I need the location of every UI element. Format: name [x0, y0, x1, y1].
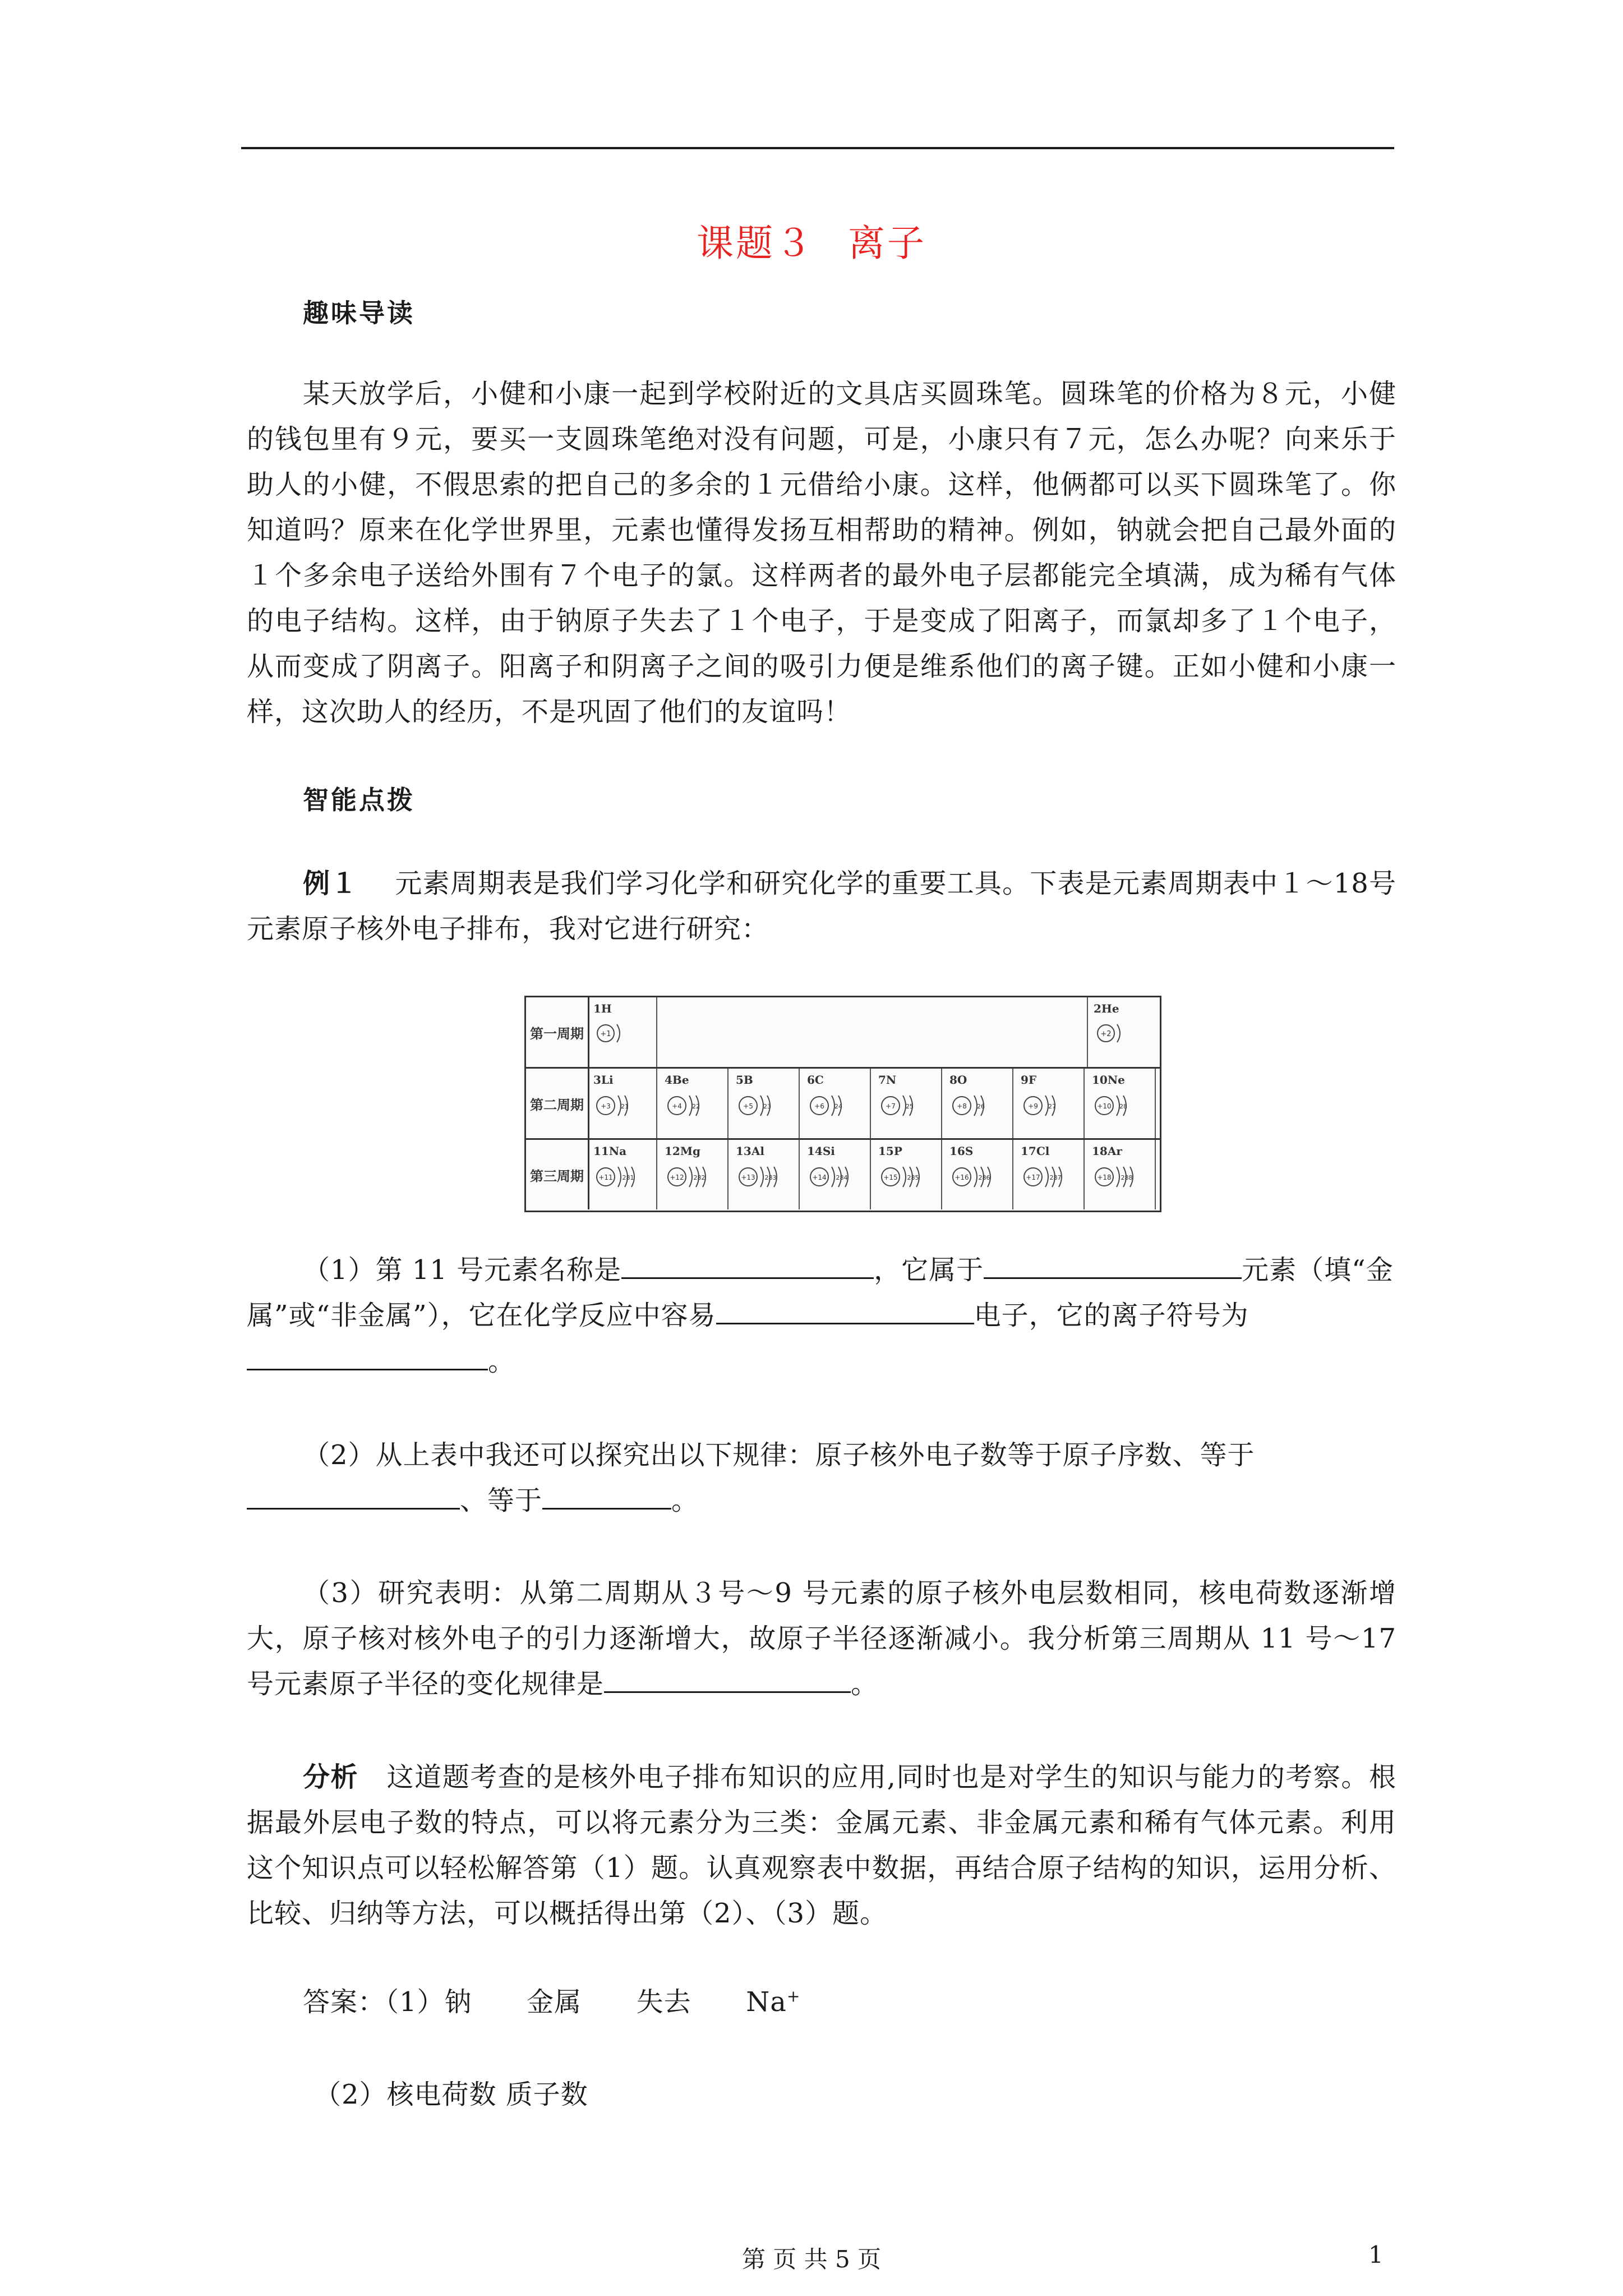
element-symbol: 2He: [1094, 1002, 1119, 1015]
question-1-text: （1）第 11 号元素名称是: [303, 1254, 622, 1286]
element-cell: [730, 1069, 800, 1138]
element-cell: [588, 1140, 657, 1209]
answer-superscript: +: [786, 1987, 801, 2005]
element-cell: [659, 1140, 728, 1209]
answer-text: 答案：（1）钠: [303, 1986, 472, 2018]
svg-text:+4: +4: [672, 1102, 682, 1110]
page-title: [0, 213, 1623, 266]
element-symbol: 18Ar: [1092, 1144, 1122, 1158]
svg-text:288: 288: [1121, 1174, 1133, 1181]
answer-blank[interactable]: [604, 1667, 851, 1693]
svg-text:286: 286: [978, 1174, 990, 1181]
element-cell: [1015, 1069, 1085, 1138]
svg-text:+3: +3: [601, 1102, 611, 1110]
answer-blank[interactable]: [984, 1253, 1242, 1279]
page-number: 1: [1368, 2241, 1384, 2269]
answer-text: Na: [746, 1986, 787, 2018]
svg-text:21: 21: [621, 1103, 629, 1110]
atom-diagram-icon: [593, 1016, 627, 1050]
svg-text:+9: +9: [1028, 1102, 1038, 1110]
svg-text:282: 282: [693, 1174, 706, 1181]
question-3-text: 。: [851, 1668, 879, 1700]
question-3-text: （3）研究表明：从第二周期从３号～9 号元素的原子核外电层数相同，核电荷数逐渐增大，原子核对核外电子的引力逐渐增大，故原子半径逐渐减小。我分析第三周期从 11 号～17 号元素原子半径的变化规律是: [247, 1577, 1396, 1700]
answer-blank[interactable]: [247, 1483, 460, 1510]
svg-text:+10: +10: [1097, 1102, 1112, 1110]
answer-line-2: （2）核电荷数 质子数: [314, 2079, 588, 2110]
row-label: 第三周期: [526, 1140, 589, 1209]
answer-text: 失去: [636, 1986, 691, 2018]
svg-text:26: 26: [977, 1103, 985, 1110]
atom-diagram-icon: [807, 1159, 866, 1198]
question-1-text: 电子，它的离子符号为: [974, 1300, 1249, 1331]
svg-text:+7: +7: [886, 1102, 896, 1110]
svg-text:+15: +15: [883, 1174, 898, 1181]
period-1-row: [526, 997, 1160, 1067]
element-cell: [1086, 1140, 1156, 1209]
period-2-row: [526, 1069, 1160, 1138]
question-3-paragraph: [247, 1571, 1396, 1707]
question-1-line-1: [303, 1248, 1394, 1287]
element-symbol: 4Be: [665, 1073, 689, 1087]
period-3-row: [526, 1140, 1160, 1209]
question-2-line-1: （2）从上表中我还可以探究出以下规律：原子核外电子数等于原子序数、等于: [303, 1439, 1255, 1471]
svg-text:25: 25: [906, 1103, 914, 1110]
header-rule: [241, 147, 1394, 149]
element-cell: [873, 1140, 942, 1209]
svg-text:23: 23: [763, 1103, 771, 1110]
svg-text:287: 287: [1049, 1174, 1062, 1181]
svg-text:285: 285: [907, 1174, 919, 1181]
row-label: 第二周期: [526, 1069, 589, 1138]
atom-diagram-icon: [1021, 1088, 1080, 1127]
element-cell: [1015, 1140, 1085, 1209]
question-1-line-2: [247, 1294, 1249, 1332]
atom-diagram-icon: [1092, 1088, 1151, 1127]
svg-text:+11: +11: [598, 1174, 613, 1181]
question-1-text: 元素（填“金: [1242, 1254, 1394, 1286]
analysis-text: 这道题考查的是核外电子排布知识的应用,同时也是对学生的知识与能力的考察。根据最外层电子数的特点，可以将元素分为三类：金属元素、非金属元素和稀有气体元素。利用这个知识点可以轻松解答第（1）题。认真观察表中数据，再结合原子结构的知识，运用分析、比较、归纳等方法，可以概括得出第（2）、（3）题。: [247, 1761, 1396, 1929]
analysis-label: 分析: [303, 1761, 359, 1793]
row-label: 第一周期: [526, 997, 589, 1067]
element-symbol: 16S: [949, 1144, 974, 1158]
svg-text:281: 281: [622, 1174, 634, 1181]
title-subject: 离子: [848, 222, 926, 265]
element-cell: [801, 1140, 871, 1209]
atom-diagram-icon: [949, 1159, 1008, 1198]
svg-text:+1: +1: [600, 1030, 611, 1038]
svg-text:+8: +8: [957, 1102, 967, 1110]
atom-diagram-icon: [1094, 1016, 1127, 1050]
question-2-text: 。: [671, 1485, 699, 1516]
question-1-text: ，它属于: [874, 1254, 984, 1286]
atom-diagram-icon: [878, 1159, 937, 1198]
element-symbol: 17Cl: [1021, 1144, 1050, 1158]
svg-text:27: 27: [1048, 1103, 1056, 1110]
svg-text:+17: +17: [1026, 1174, 1040, 1181]
element-symbol: 9F: [1021, 1073, 1037, 1087]
answer-blank[interactable]: [247, 1344, 488, 1370]
svg-text:+16: +16: [955, 1174, 969, 1181]
svg-text:+18: +18: [1097, 1174, 1112, 1181]
svg-text:+12: +12: [670, 1174, 684, 1181]
element-symbol: 3Li: [593, 1073, 614, 1087]
element-symbol: 11Na: [593, 1144, 627, 1158]
element-symbol: 6C: [807, 1073, 824, 1087]
element-symbol: 14Si: [807, 1144, 835, 1158]
atom-diagram-icon: [878, 1088, 937, 1127]
example-label: 例１: [303, 868, 358, 899]
element-cell: [1087, 997, 1156, 1067]
atom-diagram-icon: [736, 1088, 795, 1127]
svg-text:28: 28: [1119, 1103, 1127, 1110]
element-cell: [873, 1069, 942, 1138]
atom-diagram-icon: [1092, 1159, 1151, 1198]
element-cell: [944, 1140, 1013, 1209]
atom-diagram-icon: [736, 1159, 795, 1198]
svg-text:22: 22: [692, 1103, 700, 1110]
element-symbol: 12Mg: [665, 1144, 700, 1158]
element-symbol: 5B: [736, 1073, 753, 1087]
question-2-text: 、等于: [460, 1485, 543, 1516]
element-cell: [588, 1069, 657, 1138]
question-1-line-3: [247, 1340, 515, 1378]
page-footer: 第 页 共 5 页: [741, 2246, 882, 2273]
answer-text: 金属: [527, 1986, 582, 2018]
intro-paragraph: 某天放学后，小健和小康一起到学校附近的文具店买圆珠笔。圆珠笔的价格为８元，小健的钱包里有９元，要买一支圆珠笔绝对没有问题，可是，小康只有７元，怎么办呢？向来乐于助人的小健，不假思索的把自己的多余的１元借给小康。这样，他俩都可以买下圆珠笔了。你知道吗？原来在化学世界里，元素也懂得发扬互相帮助的精神。例如，钠就会把自己最外面的１个多余电子送给外围有７个电子的氯。这样两者的最外电子层都能完全填满，成为稀有气体的电子结构。这样，由于钠原子失去了１个电子，于是变成了阳离子，而氯却多了１个电子，从而变成了阴离子。阳离子和阴离子之间的吸引力便是维系他们的离子键。正如小健和小康一样，这次助人的经历，不是巩固了他们的友谊吗！: [247, 378, 1396, 728]
question-1-text: 属”或“非金属”），它在化学反应中容易: [247, 1300, 716, 1331]
svg-text:+2: +2: [1100, 1030, 1112, 1038]
element-cell: [588, 997, 657, 1067]
atom-diagram-icon: [807, 1088, 866, 1127]
title-topic: 课题３: [697, 222, 814, 265]
element-cell: [1086, 1069, 1156, 1138]
atom-diagram-icon: [665, 1159, 723, 1198]
element-cell: [659, 1069, 728, 1138]
element-cell: [730, 1140, 800, 1209]
element-cell: [944, 1069, 1013, 1138]
svg-text:24: 24: [834, 1103, 842, 1110]
atom-diagram-icon: [593, 1088, 652, 1127]
question-1-text: 。: [488, 1346, 516, 1377]
element-symbol: 8O: [949, 1073, 967, 1087]
question-2-line-2: [247, 1479, 699, 1517]
answer-blank[interactable]: [716, 1298, 974, 1324]
element-symbol: 13Al: [736, 1144, 764, 1158]
example-paragraph: [247, 861, 1396, 952]
element-symbol: 7N: [878, 1073, 897, 1087]
atom-diagram-icon: [665, 1088, 723, 1127]
element-symbol: 1H: [593, 1002, 612, 1015]
svg-text:+6: +6: [814, 1102, 824, 1110]
element-cell: [801, 1069, 871, 1138]
svg-text:283: 283: [764, 1174, 777, 1181]
svg-text:+14: +14: [812, 1174, 827, 1181]
element-symbol: 15P: [878, 1144, 902, 1158]
answer-blank[interactable]: [621, 1253, 874, 1279]
periodic-table-figure: [524, 996, 1161, 1212]
atom-diagram-icon: [1021, 1159, 1080, 1198]
example-text: 元素周期表是我们学习化学和研究化学的重要工具。下表是元素周期表中１～18号元素原子核外电子排布，我对它进行研究：: [247, 868, 1396, 945]
answer-blank[interactable]: [542, 1483, 671, 1510]
tips-heading: 智能点拨: [303, 785, 415, 815]
analysis-paragraph: [247, 1755, 1396, 1936]
atom-diagram-icon: [949, 1088, 1008, 1127]
intro-heading: 趣味导读: [303, 298, 415, 328]
atom-diagram-icon: [593, 1159, 652, 1198]
element-symbol: 10Ne: [1092, 1073, 1125, 1087]
svg-text:+13: +13: [741, 1174, 755, 1181]
answer-line-1: [303, 1980, 800, 2019]
svg-text:284: 284: [836, 1174, 848, 1181]
svg-text:+5: +5: [743, 1102, 753, 1110]
